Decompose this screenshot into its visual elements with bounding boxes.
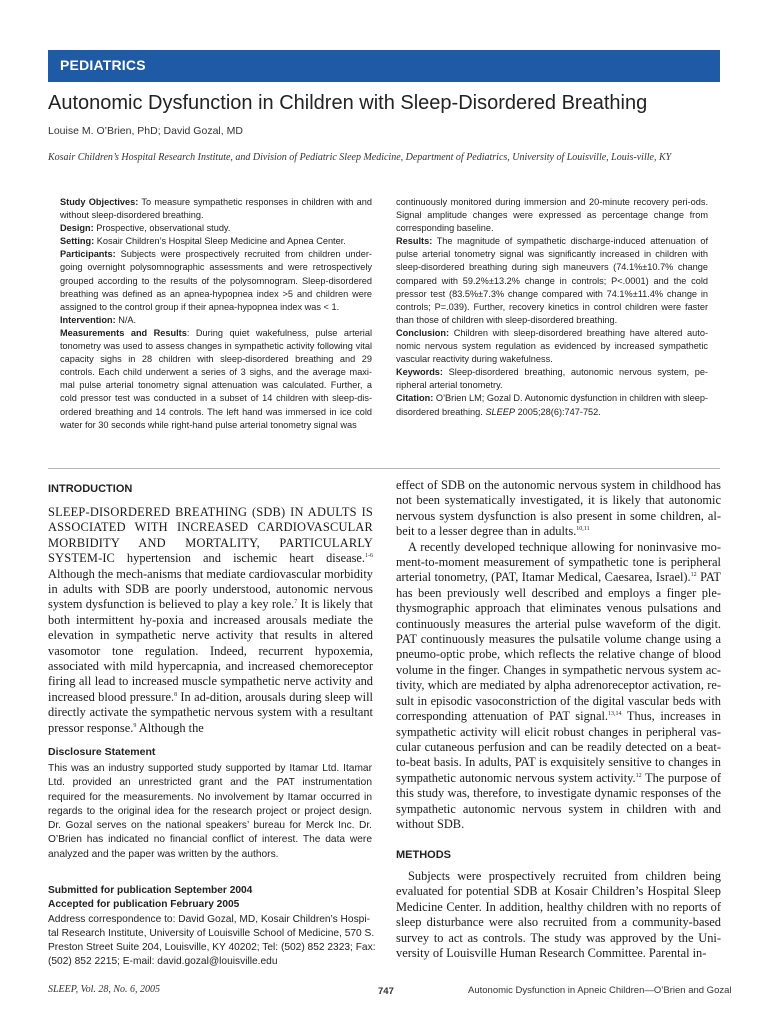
text-keywords: Sleep-disordered breathing, autonomic nervous system, pe-ripheral arterial tonometry. (396, 367, 708, 391)
text-setting: Kosair Children’s Hospital Sleep Medicine and Apnea Center. (94, 236, 346, 247)
abstract-results (396, 235, 708, 327)
text-citation: O’Brien LM; Gozal D. Autonomic dysfunction in children with sleep-disordered breathing. (396, 393, 708, 417)
ref-8: 8 (174, 691, 178, 698)
ref-12: 12 (690, 572, 697, 579)
label-results: Results: (396, 236, 433, 247)
text-participants: Subjects were prospectively recruited from children under-going overnight polysomnographic assessments and were retrospectively grouped according to the results of the polysomnogram. Sleep-disordered breathing was defined as an apnea-hypopnea index >5 and children were assigned to the control group if their apnea-hypopnea index was < 1. (60, 249, 372, 312)
intro-p2-d: The purpose of this study was, therefore, to investigate dynamic responses of the sympathetic autonomic nervous system in children with and without SDB. (396, 770, 721, 831)
label-intervention: Intervention: (60, 314, 116, 325)
methods-body (396, 869, 721, 961)
text-conclusion: Children with sleep-disordered breathing have altered auto-nomic nervous system regulation as evidenced by increased sympathetic vascular reactivity during wakefulness. (396, 327, 708, 365)
abstract-divider (48, 468, 720, 469)
abstract-study-objectives (60, 196, 372, 222)
label-keywords: Keywords: (396, 367, 443, 378)
text-design: Prospective, observational study. (93, 223, 231, 234)
label-design: Design: (60, 223, 94, 234)
intro-p2-a: A recently developed technique allowing for noninvasive mo-ment-to-moment measurement of sympathetic tone is peripheral arterial tonometry, (PAT, Itamar Medical, Caesarea, Israel). (396, 539, 721, 585)
label-participants: Participants: (60, 249, 116, 260)
abstract-continued: continuously monitored during immersion and 20-minute recovery peri-ods. Signal amplitude changes were expressed as percentage change from corresponding baseline. (396, 197, 708, 234)
abstract-participants (60, 248, 372, 313)
ref-12-b: 12 (635, 772, 642, 779)
text-study-objectives: To measure sympathetic responses in children with and without sleep-disordered breathing. (60, 197, 372, 221)
article-title: Autonomic Dysfunction in Children with Sleep-Disordered Breathing (48, 92, 648, 114)
submitted-date: Submitted for publication September 2004 (48, 885, 253, 896)
affiliation: Kosair Children’s Hospital Research Institute, and Division of Pediatric Sleep Medicine, Department of Pediatrics, University of Louisville, Louis-ville, KY (48, 152, 672, 163)
disclosure-body: This was an industry supported study supported by Itamar Ltd. Itamar Ltd. provided an unrestricted grant and the PAT instrumentation required for the measurements. No involvement by Itamar occurred in regards to the original idea for the research project or project design. Dr. Gozal serves on the national speakers’ bureau for Merck Inc. Dr. O’Brien has indicated no financial conflict of interest. The data were analyzed and the paper was written by the authors. (48, 763, 372, 860)
submission-info (48, 884, 378, 970)
abstract-setting (60, 235, 372, 248)
intro-p2-b: PAT has been previously well described and employs a finger ple-thysmographic approach that eliminates venous pulsations and continuously measures the arterial pulse waveform of the digit. PAT continuously measures the pulsatile volume change using a pneumo-optic probe, which reflects the relative change of blood volume in the finger. Changes in sympathetic nervous system ac-tivity, which are mediated by alpha adrenoreceptor activation, re-sult in episodic vasoconstriction of the digital vascular beds with corresponding attenuation of PAT signal. (396, 570, 721, 724)
intro-p2-c: Thus, increases in sympathetic activity will elicit robust changes in peripheral vas-cular cutaneous perfusion and can be readily detected on a beat-to-beat basis. In adults, PAT is exquisitely sensitive to changes in sympathetic autonomic nervous system activity. (396, 709, 722, 785)
label-measurements: Measurements and Results (60, 327, 187, 338)
introduction-paragraph-1 (48, 505, 373, 736)
introduction-paragraph-1-cont (396, 478, 721, 540)
intro-text-a: IC hypertension and ischemic heart disease. (102, 551, 365, 566)
introduction-paragraph-2 (396, 540, 721, 833)
ref-9: 9 (133, 722, 137, 729)
label-setting: Setting: (60, 236, 95, 247)
section-label: PEDIATRICS (60, 57, 146, 73)
methods-paragraph: Subjects were prospectively recruited from children being evaluated for potential SDB at Kosair Children’s Hospital Sleep Medicine Center. In addition, healthy children with no reports of sleep disturbance were also recruited from a community-based survey to act as controls. The study was approved by the Uni-versity of Louisville Human Research Committee. Parental in- (396, 869, 721, 961)
text-results: The magnitude of sympathetic discharge-induced attenuation of pulse arterial tonometry signal was significantly increased in children with sleep-disordered breathing during sigh maneuvers (74.1%±10.7% change compared with 59.2%±13.2% change in controls; P<.0001) and the cold pressor test (83.5%±7.3% change compared with 74.1%±11.4% change in controls; P=.039). Further, recovery kinetics in control children were faster than those of children with sleep-disordered breathing. (396, 236, 708, 325)
introduction-left-column (48, 505, 373, 736)
citation-end: 2005;28(6):747-752. (515, 406, 601, 417)
label-conclusion: Conclusion: (396, 327, 450, 338)
label-study-objectives: Study Objectives: (60, 197, 139, 207)
abstract-measurements (60, 327, 372, 432)
disclosure-heading: Disclosure Statement (48, 746, 156, 758)
abstract-keywords (396, 366, 708, 392)
author-list: Louise M. O’Brien, PhD; David Gozal, MD (48, 125, 243, 137)
section-banner (48, 50, 720, 82)
introduction-heading: INTRODUCTION (48, 483, 133, 495)
abstract-intervention (60, 314, 372, 327)
introduction-right-column (396, 478, 721, 832)
ref-7: 7 (294, 599, 298, 606)
abstract-conclusion (396, 327, 708, 366)
intro-text-c: It is likely that both intermittent hy-poxia and increased arousals mediate the elevation in sympathetic nerve activity that results in altered vasomotor tone regulation. Indeed, recurrent hypoxemia, associated with mild hypercapnia, and increased chemoreceptor firing all lead to increased muscle sympathetic nerve activity and increased blood pressure. (48, 597, 373, 704)
intro-text-e: Although the (136, 720, 204, 735)
intro-lead-caps: SLEEP-DISORDERED BREATHING (SDB) IN ADULTS IS ASSOCIATED WITH INCREASED CARDIOVASCULAR MORBIDITY AND MORTALITY, PARTICULARLY SYSTEM- (48, 505, 373, 566)
footer-page-number: 747 (378, 986, 394, 997)
accepted-date: Accepted for publication February 2005 (48, 899, 240, 911)
citation-journal: SLEEP (485, 406, 516, 417)
text-measurements: : During quiet wakefulness, pulse arterial tonometry was used to assess changes in sympathetic activity following vital capacity sighs in 28 children with sleep-disordered breathing and 29 controls. Each child underwent a series of 3 sighs, and the average maxi-mal pulse arterial tonometry signal attenuation was calculated. Further, a cold pressor test was conducted in a subset of 14 children with sleep-dis-ordered breathing and 14 controls. The left hand was immersed in ice cold water for 30 seconds while right-hand pulse arterial tonometry signal was (60, 327, 372, 430)
ref-1-6: 1-6 (365, 553, 373, 560)
abstract-design (60, 222, 372, 235)
intro-cont-text: effect of SDB on the autonomic nervous system in childhood has not been systematically investigated, it is likely that autonomic nervous system dysfunction is also present in some children, al-beit to a lesser degree than in adults. (396, 478, 721, 539)
footer-journal: SLEEP, Vol. 28, No. 6, 2005 (48, 984, 161, 995)
ref-10-11: 10,11 (576, 526, 590, 533)
label-citation: Citation: (396, 393, 434, 404)
text-intervention: N/A. (115, 314, 137, 325)
footer-running-title: Autonomic Dysfunction in Apneic Children—O’Brien and Gozal (468, 985, 732, 996)
correspondence-address: Address correspondence to: David Gozal, MD, Kosair Children’s Hospi-tal Research Institute, University of Louisville School of Medicine, 570 S. Preston Street Suite 204, Louisville, KY 40202; Tel: (502) 852 2323; Fax: (502) 852 2215; E-mail: david.gozal@louisville.edu (48, 913, 376, 968)
abstract-citation (396, 392, 708, 418)
methods-heading: METHODS (396, 849, 451, 861)
ref-13-14: 13,14 (608, 710, 622, 717)
intro-text-d: In ad-dition, arousals during sleep will directly activate the sympathetic nervous system with a resultant pressor response. (48, 689, 373, 735)
abstract-left-column (60, 196, 372, 432)
abstract-right-column (396, 196, 708, 419)
intro-text-b: Although the mech-anisms that mediate cardiovascular morbidity in adults with SDB are poorly understood, autonomic nervous system dysfunction is believed to play a key role. (48, 566, 373, 612)
